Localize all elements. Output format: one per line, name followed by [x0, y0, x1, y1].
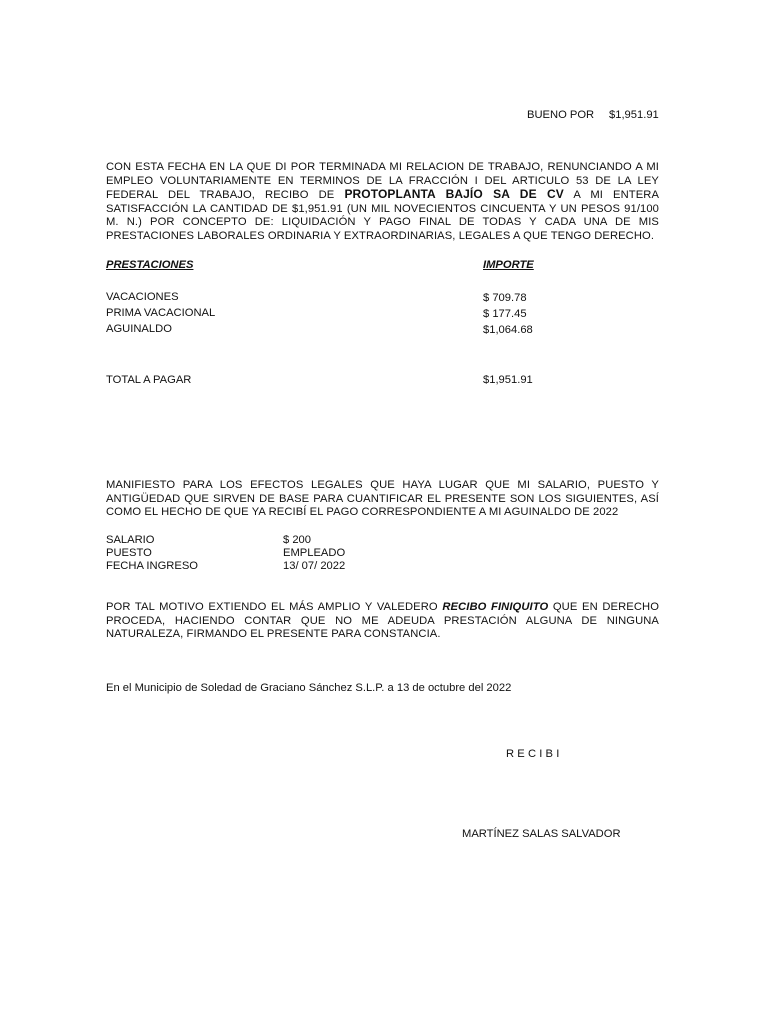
place-date: En el Municipio de Soledad de Graciano Sánchez S.L.P. a 13 de octubre del 2022 [106, 682, 512, 694]
table-row [106, 307, 215, 319]
detail-value-puesto: EMPLEADO [283, 547, 346, 559]
recibi-label: RECIBI [506, 748, 563, 760]
detail-label-puesto: PUESTO [106, 547, 152, 559]
row-amount: $ 177.45 [483, 308, 527, 320]
bueno-por-amount: $1,951.91 [609, 109, 659, 121]
row-label: PRIMA VACACIONAL [106, 307, 216, 319]
importe-header: IMPORTE [483, 259, 534, 271]
recibo-finiquito-emphasis: RECIBO FINIQUITO [442, 601, 549, 613]
detail-label-fecha-ingreso: FECHA INGRESO [106, 560, 199, 572]
detail-label-salario: SALARIO [106, 534, 155, 546]
row-label: VACACIONES [106, 291, 179, 303]
declaration-text-start: CON ESTA FECHA EN LA QUE DI POR TERMINADA MI RELACION DE TRABAJO, RENUNCIANDO A MI EMPLEO VOLUNTARIAMENTE EN TERMINOS DE LA FRACCIÓN I DEL ARTICULO 53 DE LA LEY FEDERAL DEL TRABAJO, RECIBO DE [106, 161, 659, 202]
table-row [106, 291, 179, 303]
company-name: PROTOPLANTA BAJÍO SA DE CV [344, 187, 564, 202]
table-row [106, 323, 172, 335]
finiquito-text-end: QUE EN DERECHO PROCEDA, HACIENDO CONTAR QUE NO ME ADEUDA PRESTACIÓN ALGUNA DE NINGUNA NATURALEZA, FIRMANDO EL PRESENTE PARA CONSTANCIA. [106, 601, 659, 641]
bueno-por-label: BUENO POR [527, 109, 595, 121]
row-amount: $1,064.68 [483, 324, 533, 336]
detail-value-salario: $ 200 [283, 534, 311, 546]
total-label: TOTAL A PAGAR [106, 374, 192, 386]
signer-name: MARTÍNEZ SALAS SALVADOR [462, 828, 621, 840]
finiquito-paragraph [106, 601, 659, 642]
finiquito-text-start: POR TAL MOTIVO EXTIENDO EL MÁS AMPLIO Y VALEDERO [106, 601, 443, 613]
manifest-paragraph: MANIFIESTO PARA LOS EFECTOS LEGALES QUE HAYA LUGAR QUE MI SALARIO, PUESTO Y ANTIGÜEDAD QUE SIRVEN DE BASE PARA CUANTIFICAR EL PRESENTE SON LOS SIGUIENTES, ASÍ COMO EL HECHO DE QUE YA RECIBÍ EL PAGO CORRESPONDIENTE A MI AGUINALDO DE 2022 [106, 479, 659, 519]
detail-value-fecha-ingreso: 13/ 07/ 2022 [283, 560, 346, 572]
total-amount: $1,951.91 [483, 374, 533, 386]
prestaciones-header: PRESTACIONES [106, 259, 194, 271]
row-label: AGUINALDO [106, 323, 172, 335]
declaration-paragraph [106, 161, 659, 244]
row-amount: $ 709.78 [483, 292, 527, 304]
declaration-text-end: A MI ENTERA SATISFACCIÓN LA CANTIDAD DE $1,951.91 (UN MIL NOVECIENTOS CINCUENTA Y UN PESOS 91/100 M. N.) POR CONCEPTO DE: LIQUIDACIÓN Y PAGO FINAL DE TODAS Y CADA UNA DE MIS PRESTACIONES LABORALES ORDINARIA Y EXTRAORDINARIAS, LEGALES A QUE TENGO DERECHO. [106, 189, 660, 242]
